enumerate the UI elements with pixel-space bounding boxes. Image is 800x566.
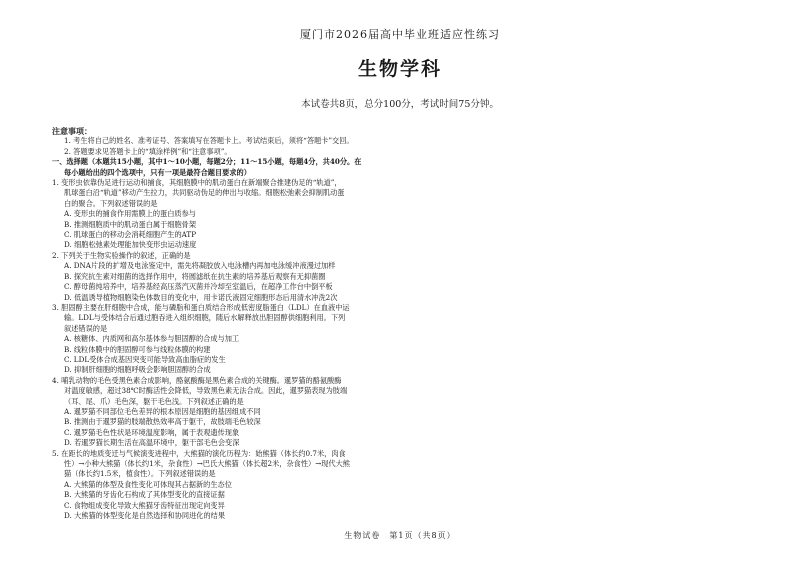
- section-heading-cont: 每小题给出的四个选项中，只有一项是最符合题目要求的）: [64, 167, 251, 177]
- question-4-stem: 对温度敏感，超过38℃时酶活性会降低，导致黑色素无法合成。因此，暹罗猫表现为肢端: [64, 386, 348, 396]
- question-3-option-a: A. 核糖体、内质网和高尔基体参与胆固醇的合成与加工: [64, 334, 240, 344]
- question-1-option-a: A. 变形虫的捕食作用需膜上的蛋白质参与: [64, 209, 196, 219]
- question-3-option-b: B. 线粒体膜中的胆固醇可参与线粒体膜的构建: [64, 344, 211, 354]
- question-5-option-b: B. 大熊猫的牙齿化石构成了其体型变化的直接证据: [64, 490, 225, 500]
- question-4-option-a: A. 暹罗猫不同部位毛色差异的根本原因是细胞的基因组成不同: [64, 406, 261, 416]
- note-item: 2. 答题要求见答题卡上的“填涂样例”和“注意事项”。: [64, 146, 232, 156]
- question-5-option-d: D. 大熊猫的体型变化是自然选择和协同进化的结果: [64, 511, 226, 521]
- question-2-option-a: A. DNA片段的扩增及电泳鉴定中，需先将凝胶放入电泳槽内再加电泳缓冲液漫过加样: [64, 261, 336, 271]
- question-4-option-c: C. 暹罗猫毛色性状是环境温度影响，属于表观遗传现象: [64, 427, 240, 437]
- question-5-stem: 猫（体长约1.5米，植食性）。下列叙述错误的是: [64, 469, 216, 479]
- question-3-option-c: C. LDL受体合成基因突变可能导致高血脂症的发生: [64, 354, 226, 364]
- question-1-stem: 白的聚合。下列叙述错误的是: [64, 198, 158, 208]
- question-3-stem: 输。LDL与受体结合后通过胞吞进入组织细胞，随后水解释放出胆固醇供细胞利用。下列: [64, 313, 346, 323]
- exam-title-line: 厦门市2026届高中毕业班适应性练习: [300, 28, 500, 41]
- question-1-stem: 1. 变形虫依靠伪足进行运动和捕食，其细胞膜中的肌动蛋白在新端聚合推建伪足的“轨道”，: [52, 178, 342, 188]
- question-5-stem: 性）→小种大熊猫（体长约1米，杂食性）→巴氏大熊猫（体长超2米，杂食性）→现代大熊: [64, 459, 350, 468]
- section-heading: 一、选择题（本题共15小题，其中1～10小题，每题2分；11～15小题，每题4分，共40分。在: [52, 157, 362, 167]
- question-5-option-c: C. 食物组成变化导致大熊猫牙齿特征出现定向变异: [64, 500, 225, 510]
- question-1-option-d: D. 细胞松弛素处理能加快变形虫运动速度: [64, 240, 197, 250]
- page-footer: 生物试卷 第1页（共8页）: [344, 531, 456, 540]
- question-4-stem: 4. 哺乳动物的毛色受黑色素合成影响，酪氨酸酶是黑色素合成的关键酶。暹罗猫的酪氨酸酶: [52, 375, 342, 385]
- question-1-option-c: C. 肌球蛋白的移动会消耗细胞产生的ATP: [64, 230, 197, 240]
- question-2-option-d: D. 低温诱导植物细胞染色体数目的变化中，用卡诺氏液固定细胞形态后用清水冲洗2次: [64, 292, 338, 302]
- question-2-stem: 2. 下列关于生物实验操作的叙述，正确的是: [52, 250, 191, 260]
- question-5-stem: 5. 在距长的地质变迁与气候演变进程中，大熊猫的演化历程为：始熊猫（体长约0.7米，肉食: [52, 448, 346, 458]
- question-4-option-d: D. 若暹罗猫长期生活在高温环境中，躯干部毛色会变深: [64, 438, 240, 448]
- exam-body: [52, 126, 752, 521]
- question-2-option-c: C. 醇母菌纯培养中，培养基经高压蒸汽灭菌并冷却至室温后，在超净工作台中倒平板: [64, 282, 333, 292]
- question-3-option-d: D. 抑制肝细胞的细胞呼吸会影响胆固醇的合成: [64, 365, 211, 375]
- question-3-stem: 叙述错误的是: [64, 323, 108, 333]
- question-3-stem: 3. 胆固醇主要在肝细胞中合成，能与磷脂和蛋白质结合形成低密度脂蛋白（LDL）在血液中运: [52, 302, 350, 312]
- question-5-option-a: A. 大熊猫的体型及食性变化可体现其占据新的生态位: [64, 479, 232, 489]
- exam-info: 本试卷共8页，总分100分，考试时间75分钟。: [301, 99, 499, 110]
- subject-title: 生物学科: [357, 58, 442, 80]
- notes-title: 注意事项：: [52, 126, 92, 136]
- question-4-option-b: B. 推测由于暹罗猫的肢端散热效率高于躯干，故肢端毛色较深: [64, 417, 261, 427]
- note-item: 1. 考生将自己的姓名、准考证号、答案填写在答题卡上。考试结束后，须将“答题卡”交回。: [64, 136, 354, 146]
- question-1-stem: 肌球蛋白沿“轨道”移动产生拉力，共同驱动伪足的伸出与收缩。细胞松弛素会抑制肌动蛋: [64, 188, 345, 198]
- question-1-option-b: B. 推测细胞质中的肌动蛋白属于细胞骨架: [64, 219, 197, 229]
- question-4-stem: （耳、尾、爪）毛色深，躯干毛色浅。下列叙述正确的是: [64, 396, 244, 406]
- question-2-option-b: B. 探究抗生素对细菌的选择作用中，将圆滤纸在抗生素的培养基后观察有无抑菌圈: [64, 271, 326, 281]
